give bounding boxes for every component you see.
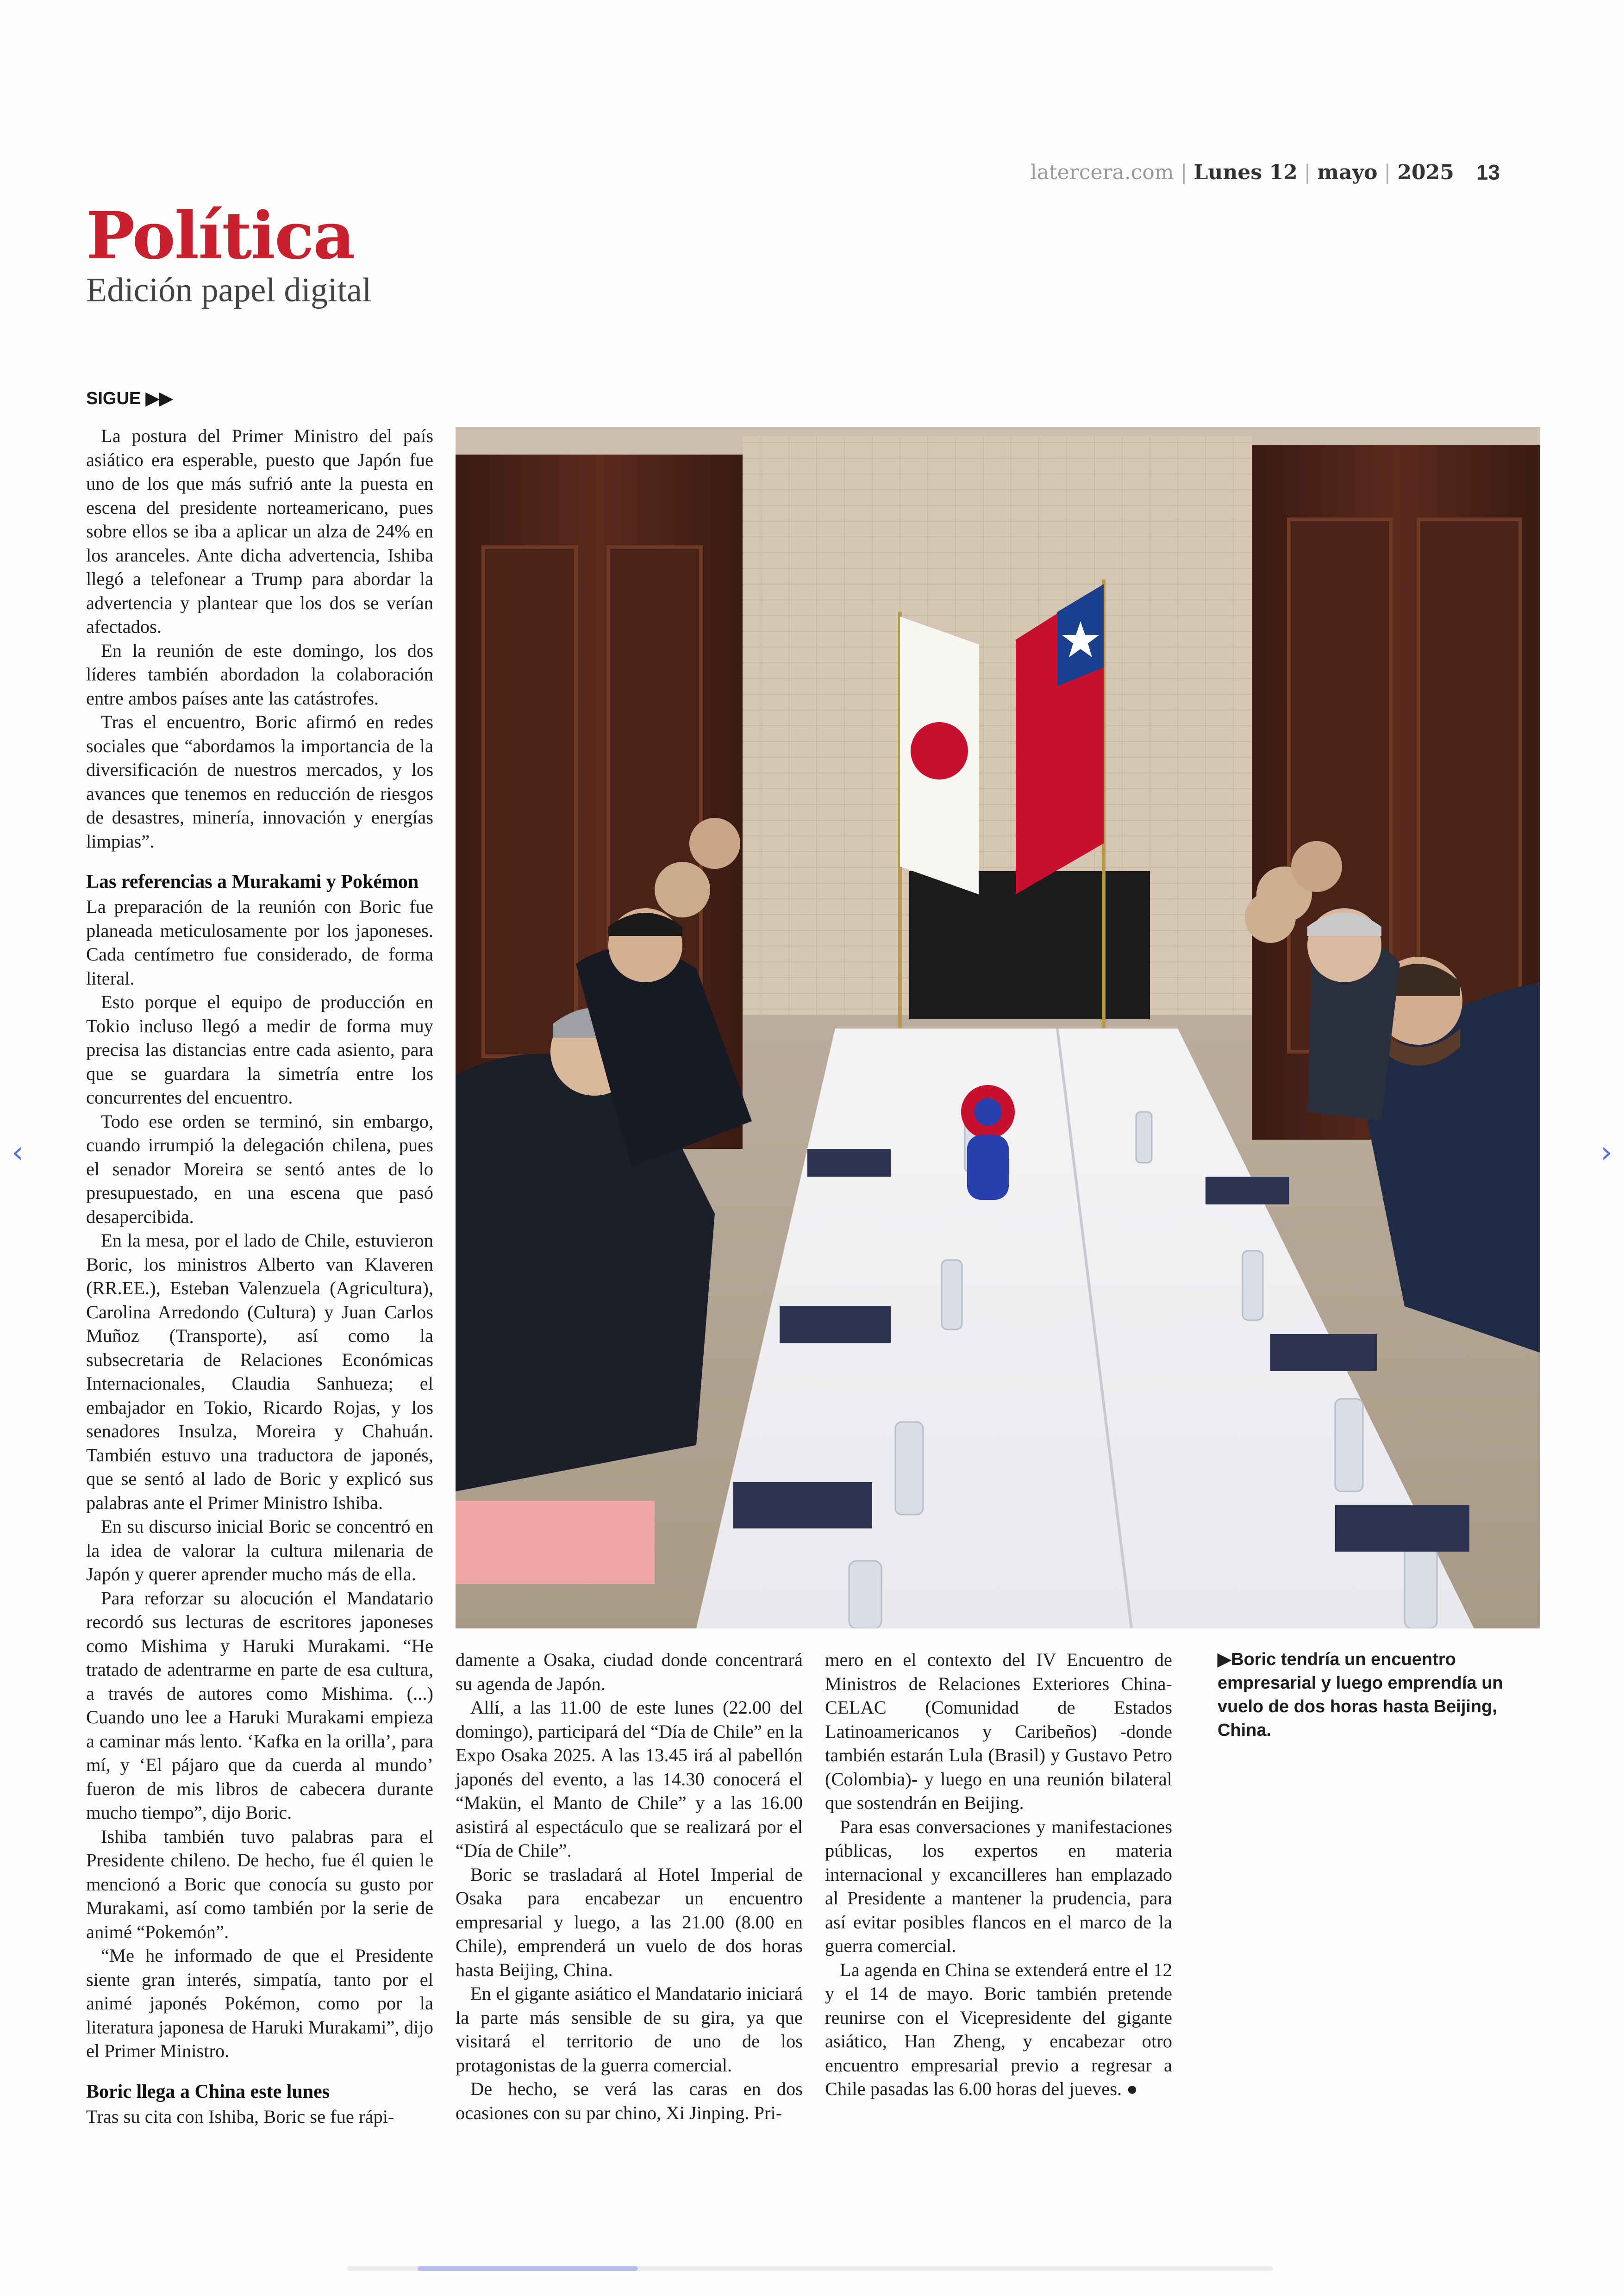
scrollbar-thumb[interactable] (418, 2266, 638, 2271)
paragraph: Tras su cita con Ishiba, Boric se fue rápi- (86, 2106, 394, 2127)
paragraph: La preparación de la reunión con Boric fue planeada meticulosamente por los japoneses. Cada centímetro fue considerado, de forma literal. (86, 896, 433, 989)
article-column-1 (86, 424, 433, 2128)
paragraph: Allí, a las 11.00 de este lunes (22.00 del domingo), participará del “Día de Chile” en la Expo Osaka 2025. A las 13.45 irá al pabellón japonés del evento, a las 14.30 conocerá el “Makün, el Manto de Chile” y a las 16.00 asistirá al espectáculo que se realizará por el “Día de Chile”. (456, 1697, 803, 1861)
paragraph: La agenda en China se extenderá entre el 12 y el 14 de mayo. Boric también pretende reunirse con el Vicepresidente del gigante asiático, Han Zheng, y encabezar otro encuentro empresarial previo a regresar a Chile pasadas las 6.00 horas del jueves. ● (825, 1959, 1172, 2099)
section-subtitle: Edición papel digital (86, 271, 372, 309)
paragraph: damente a Osaka, ciudad donde concentrará su agenda de Japón. (456, 1649, 803, 1694)
paragraph: En la reunión de este domingo, los dos líderes también abordadon la colaboración entre ambos países ante las catástrofes. (86, 640, 433, 709)
prev-page-button[interactable] (4, 1134, 31, 1171)
paragraph: Todo ese orden se terminó, sin embargo, cuando irrumpió la delegación chilena, pues el senador Moreira se sentó antes de lo presupuestado, en una escena que pasó desapercibida. (86, 1110, 433, 1227)
continued-label: SIGUE ▶▶ (86, 389, 173, 408)
paragraph: En la mesa, por el lado de Chile, estuvieron Boric, los ministros Alberto van Klaveren (RR.EE.), Esteban Valenzuela (Agricultura), Carolina Arredondo (Cultura) y Juan Carlos Muñoz (Transporte), así como la subsecretaria de Relaciones Económicas Internacionales, Claudia Sanhueza; el embajador en Tokio, Ricardo Rojas, y los senadores Insulza, Moreira y Chahuán. También estuvo una traductora de japonés, que se sentó al lado de Boric y explicó sus palabras ante el Primer Ministro Ishiba. (86, 1230, 433, 1513)
paragraph: Tras el encuentro, Boric afirmó en redes sociales que “abordamos la importancia de la diversificación de nuestros mercados, y los avances que tenemos en reducción de riesgos de desastres, minería, innovación y energías limpias”. (86, 711, 433, 852)
paragraph: Para esas conversaciones y manifestaciones públicas, los expertos en materia internacional y excancilleres han emplazado al Presidente a mantener la prudencia, para así evitar posibles flancos en el marco de la guerra comercial. (825, 1816, 1172, 1956)
page-scrollbar[interactable] (347, 2266, 1273, 2271)
masthead: latercera.com | Lunes 12 | mayo | 2025 13 (1030, 160, 1500, 184)
subheading-murakami: Las referencias a Murakami y Pokémon (86, 871, 419, 892)
subheading-china: Boric llega a China este lunes (86, 2081, 330, 2102)
meeting-photo (456, 427, 1540, 1628)
paragraph: De hecho, se verá las caras en dos ocasiones con su par chino, Xi Jinping. Pri- (456, 2078, 803, 2123)
date-year: 2025 (1397, 160, 1454, 184)
paragraph: Ishiba también tuvo palabras para el Presidente chileno. De hecho, fue él quien le mencionó a Boric que conocía su gusto por Murakami, así como también por la serie de animé “Pokemón”. (86, 1826, 433, 1942)
section-title: Política (86, 198, 355, 274)
paragraph: Esto porque el equipo de producción en Tokio incluso llegó a medir de forma muy precisa las distancias entre cada asiento, para que se guardara la simetría entre los concurrentes del encuentro. (86, 992, 433, 1108)
paragraph: La postura del Primer Ministro del país asiático era esperable, puesto que Japón fue uno de los que más sufrió ante la puesta en escena del presidente norteamericano, pues sobre ellos se iba a aplicar un alza de 24% en los aranceles. Ante dicha advertencia, Ishiba llegó a telefonear a Trump para abordar la advertencia y plantear que los dos se verían afectados. (86, 425, 433, 637)
paragraph: En el gigante asiático el Mandatario iniciará la parte más sensible de su gira, ya que visitará el territorio de uno de los protagonistas de la guerra comercial. (456, 1983, 803, 2076)
paragraph: “Me he informado de que el Presidente siente gran interés, simpatía, tanto por el animé japonés Pokémon, como por la literatura japonesa de Haruki Murakami”, dijo el Primer Ministro. (86, 1945, 433, 2061)
paragraph: En su discurso inicial Boric se concentró en la idea de valorar la cultura milenaria de Japón y querer aprender mucho más de ella. (86, 1516, 433, 1584)
paragraph: mero en el contexto del IV Encuentro de Ministros de Relaciones Exteriores China-CELAC (Comunidad de Estados Latinoamericanos y Caribeños) -donde también estarán Lula (Brasil) y Gustavo Petro (Colombia)- y luego en una reunión bilateral que sostendrán en Beijing. (825, 1649, 1172, 1813)
article-column-3 (825, 1648, 1172, 2101)
chevron-right-icon: › (1600, 1135, 1612, 1170)
caption-text: ▶Boric tendría un encuentro empresarial y luego emprendía un vuelo de dos horas hasta Beijing, China. (1218, 1650, 1503, 1740)
paragraph: Para reforzar su alocución el Mandatario recordó sus lecturas de escritores japoneses como Mishima y Haruki Murakami. “He tratado de adentrarme en parte de esa cultura, a través de autores como Mishima. (...) Cuando uno lee a Haruki Murakami empieza a caminar más lento. ‘Kafka en la orilla’, para mí, y ‘El pájaro que da cuerda al mundo’ fueron de mis libros de cabecera durante mucho tiempo”, dijo Boric. (86, 1587, 433, 1823)
next-page-button[interactable] (1593, 1134, 1620, 1171)
photo-caption (1218, 1648, 1542, 1742)
date-month: mayo (1317, 160, 1378, 184)
page-number: 13 (1476, 160, 1500, 184)
site-name: latercera.com (1030, 160, 1174, 184)
date-day: Lunes 12 (1193, 160, 1298, 184)
article-column-2 (456, 1648, 803, 2125)
paragraph: Boric se trasladará al Hotel Imperial de Osaka para encabezar un encuentro empresarial y luego, a las 21.00 (8.00 en Chile), emprenderá un vuelo de dos horas hasta Beijing, China. (456, 1864, 803, 1980)
chevron-left-icon: ‹ (12, 1135, 24, 1170)
